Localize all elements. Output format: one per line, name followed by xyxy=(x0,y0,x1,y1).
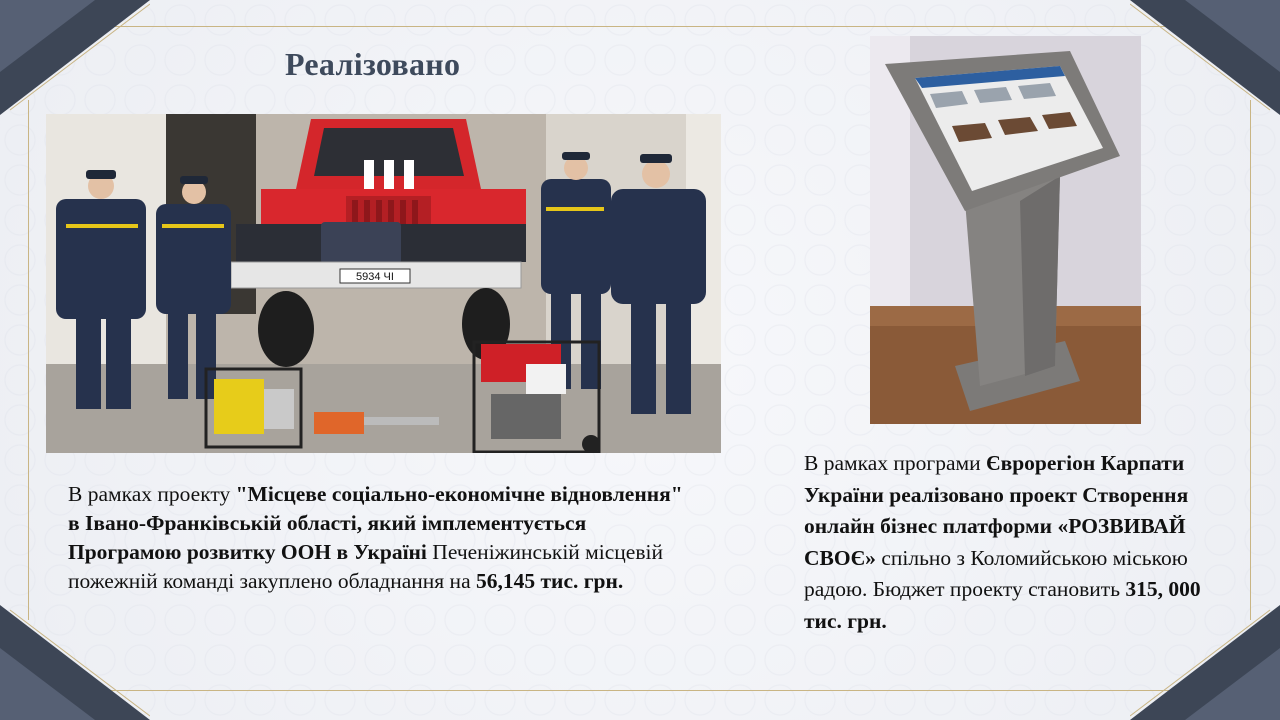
kiosk-photo-illustration xyxy=(870,36,1141,424)
platform-project-text xyxy=(804,448,1214,637)
corner-top-right-decor xyxy=(1130,0,1280,115)
slide-title: Реалізовано xyxy=(285,46,461,82)
left-text-project-name: "Місцеве соціально-економічне відновлення" в Івано-Франківській області, який імплементується Програмою розвитку ООН в Україні xyxy=(68,482,683,564)
frame-bottom-line xyxy=(100,690,1180,691)
fire-truck-photo-illustration xyxy=(46,114,721,453)
frame-left-line xyxy=(28,100,29,620)
left-text-intro: В рамках проекту xyxy=(68,482,236,506)
right-text-budget: 315, 000 тис. грн. xyxy=(804,577,1201,633)
left-text-body: Печеніжинській місцевій пожежній команді закуплено обладнання на xyxy=(68,540,663,593)
corner-bottom-left-decor xyxy=(0,605,150,720)
frame-right-line xyxy=(1250,100,1251,620)
right-text-body: спільно з Коломийською міською радою. Бюджет проекту становить xyxy=(804,545,1188,601)
corner-top-left-decor xyxy=(0,0,150,115)
equipment-purchase-text xyxy=(68,480,688,596)
license-plate: 5934 ЧІ xyxy=(356,271,394,283)
kiosk-photo xyxy=(870,36,1141,424)
right-text-program-name: Єврорегіон Карпати України реалізовано проект Створення онлайн бізнес платформи «РОЗВИВАЙ СВОЄ» xyxy=(804,451,1189,570)
frame-top-line xyxy=(100,26,1180,27)
left-text-amount: 56,145 тис. грн. xyxy=(476,569,624,593)
fire-station-photo xyxy=(46,114,721,453)
right-text-intro: В рамках програми xyxy=(804,451,987,475)
